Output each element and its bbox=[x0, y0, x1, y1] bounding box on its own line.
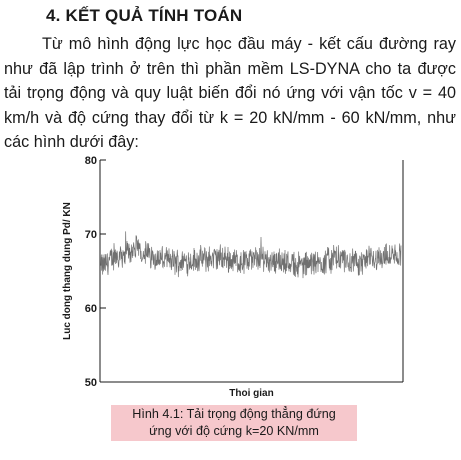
paragraph-text: Từ mô hình động lực học đầu máy - kết cấu đường ray như đã lập trình ở trên thì phần mềm LS-DYNA cho ta được tải trọng động và quy luật biến đổi nó ứng với vận tốc v = 40 km/h và độ cứng thay đổi từ k = 20 kN/mm - 60 kN/mm, như các hình dưới đây: bbox=[4, 35, 456, 151]
body-paragraph bbox=[4, 32, 456, 155]
series-line-signal bbox=[101, 231, 401, 278]
caption-line-2: ứng với độ cứng k=20 KN/mm bbox=[149, 424, 319, 438]
y-tick-label-50: 50 bbox=[84, 377, 97, 389]
section-title: 4. KẾT QUẢ TÍNH TOÁN bbox=[46, 6, 243, 25]
y-tick-label-60: 60 bbox=[84, 303, 97, 315]
caption-line-1: Hình 4.1: Tải trọng động thẳng đứng bbox=[132, 407, 336, 421]
load-chart bbox=[40, 150, 420, 400]
figure-caption bbox=[111, 405, 357, 441]
y-tick-label-80: 80 bbox=[84, 155, 97, 167]
figure-4-1 bbox=[40, 150, 420, 400]
y-axis-label: Luc dong thang dung Pd/ KN bbox=[62, 202, 73, 340]
x-axis-label: Thoi gian bbox=[229, 388, 274, 399]
y-tick-label-70: 70 bbox=[84, 229, 97, 241]
y-axis-tick-labels bbox=[85, 155, 97, 389]
